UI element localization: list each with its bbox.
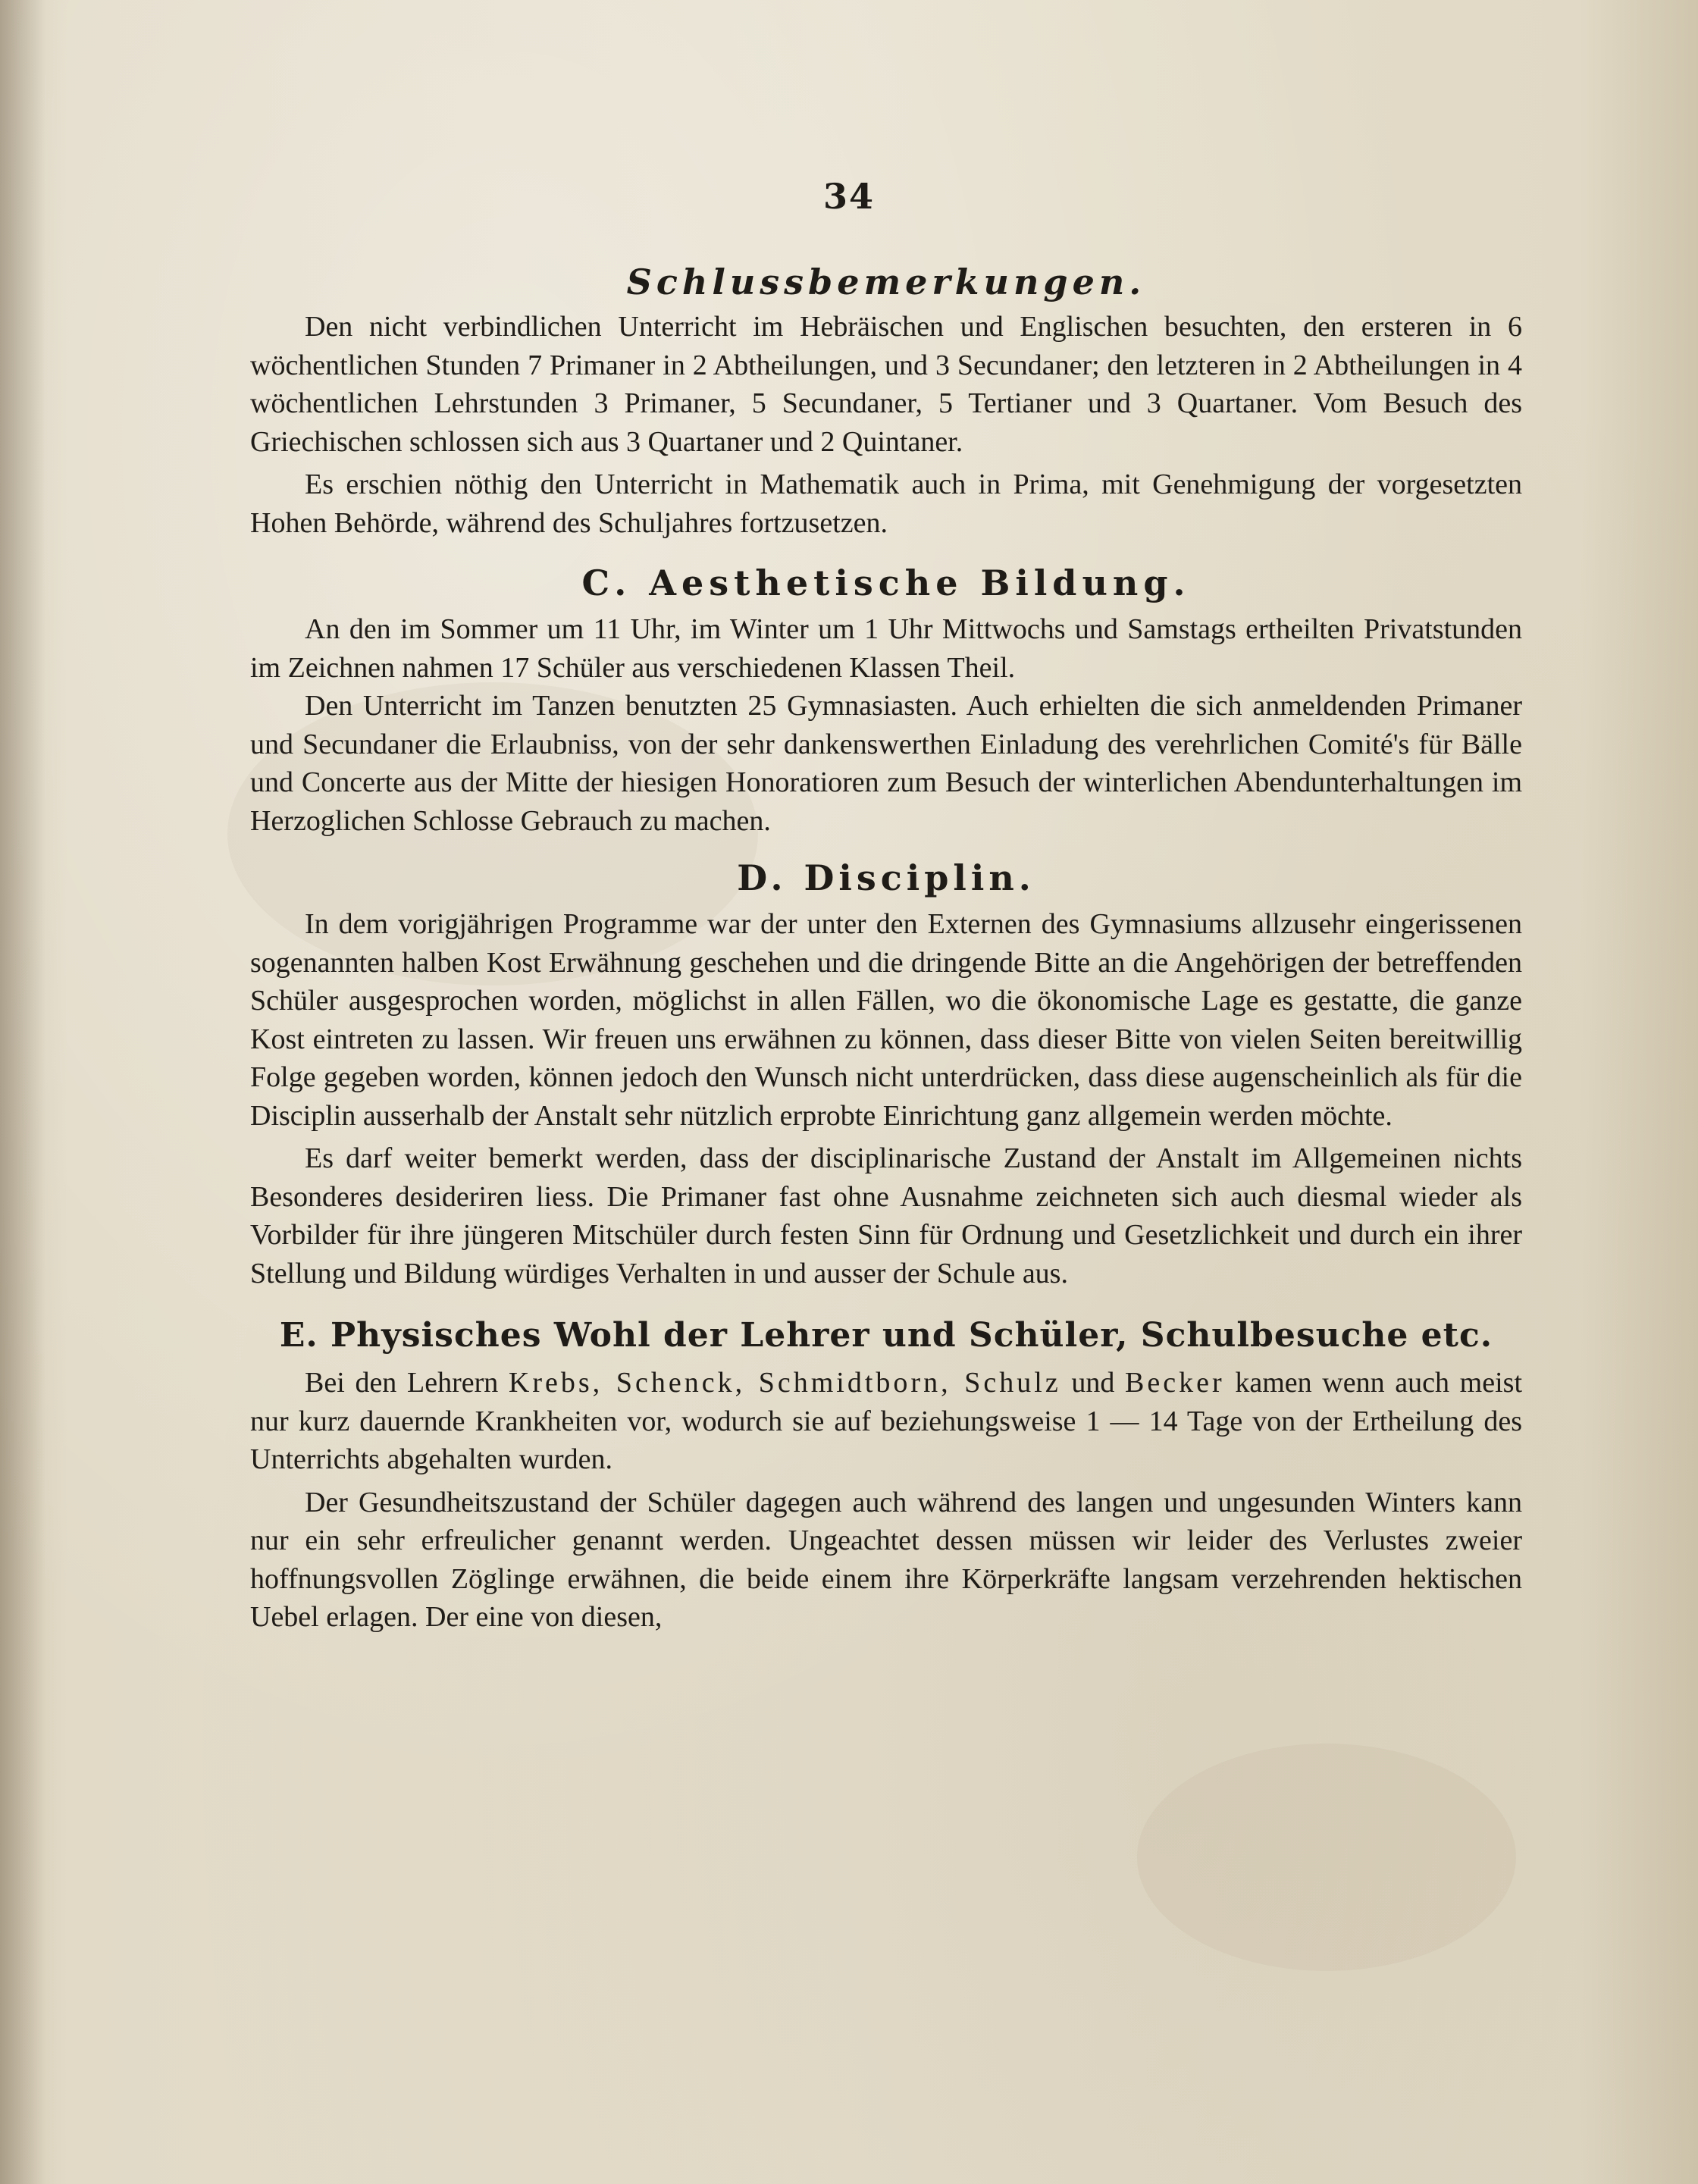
paragraph-e-1 bbox=[250, 1364, 1522, 1479]
paragraph-d-1: In dem vorigjährigen Programme war der unter den Externen des Gymnasiums allzusehr eingerissenen sogenannten halben Kost Erwähnung geschehen und die dringende Bitte an die Angehörigen der betreffenden Schüler ausgesprochen worden, möglichst in allen Fällen, wo die ökonomische Lage es gestatte, die ganze Kost eintreten zu lassen. Wir freuen uns erwähnen zu können, dass dieser Bitte von vielen Seiten bereitwillig Folge gegeben worden, können jedoch den Wunsch nicht unterdrücken, dass diese augenscheinlich als für die Disciplin ausserhalb der Anstalt sehr nützlich erprobte Einrichtung ganz allgemein werden möchte. bbox=[250, 908, 1522, 1132]
paper-stain bbox=[1137, 1744, 1516, 1971]
paragraph-schluss-2: Es erschien nöthig den Unterricht in Mathematik auch in Prima, mit Genehmigung der vorgesetzten Hohen Behörde, während des Schuljahres fortzusetzen. bbox=[250, 468, 1522, 539]
paragraph-e-2: Der Gesundheitszustand der Schüler dagegen auch während des langen und ungesunden Winters kann nur ein sehr erfreulicher genannt werden. Ungeachtet dessen müssen wir leider des Verlustes zweier hoffnungsvollen Zöglinge erwähnen, die beide einem ihre Körperkräfte langsam verzehrenden hektischen Uebel erlagen. Der eine von diesen, bbox=[250, 1486, 1522, 1633]
text-body bbox=[250, 256, 1522, 1637]
heading-schlussbemerkungen: Schlussbemerkungen. bbox=[626, 262, 1146, 302]
paragraph-c-1: An den im Sommer um 11 Uhr, im Winter um 1 Uhr Mittwochs und Samstags ertheilten Privatstunden im Zeichnen nahmen 17 Schüler aus verschiedenen Klassen Theil. bbox=[250, 613, 1522, 684]
paragraph-e-1-rest: kamen wenn auch meist nur kurz dauernde Krankheiten vor, wodurch sie auf beziehungsweise 1 — 14 Tage von der Ertheilung des Unterrichts abgehalten wurden. bbox=[250, 1367, 1523, 1475]
teacher-name-becker: Becker bbox=[1125, 1367, 1225, 1399]
paragraph-e-1-und: und bbox=[1060, 1367, 1126, 1399]
paragraph-schluss-1: Den nicht verbindlichen Unterricht im Hebräischen und Englischen besuchten, den ersteren in 6 wöchentlichen Stunden 7 Primaner in 2 Abtheilungen, und 3 Secundaner; den letzteren in 2 Abtheilungen in 4 wöchentlichen Lehrstunden 3 Primaner, 5 Secundaner, 5 Tertianer und 3 Quartaner. Vom Besuch des Griechischen schlossen sich aus 3 Quartaner und 2 Quintaner. bbox=[250, 311, 1522, 458]
heading-disciplin: D. Disciplin. bbox=[737, 857, 1035, 898]
teacher-names: Krebs, Schenck, Schmidtborn, Schulz bbox=[508, 1367, 1061, 1399]
paragraph-d-2: Es darf weiter bemerkt werden, dass der disciplinarische Zustand der Anstalt im Allgemeinen nichts Besonderes desideriren liess. Die Primaner fast ohne Ausnahme zeichneten sich auch diesmal wieder als Vorbilder für ihre jüngeren Mitschüler durch festen Sinn für Ordnung und Gesetzlichkeit und durch ein ihrer Stellung und Bildung würdiges Verhalten in und ausser der Schule aus. bbox=[250, 1142, 1522, 1289]
paragraph-e-1-start: Bei den Lehrern bbox=[305, 1367, 509, 1399]
paragraph-c-2: Den Unterricht im Tanzen benutzten 25 Gymnasiasten. Auch erhielten die sich anmeldenden Primaner und Secundaner die Erlaubniss, von der sehr dankenswerthen Einladung des verehrlichen Comité's für Bälle und Concerte aus der Mitte der hiesigen Honoratioren zum Besuch der winterlichen Abendunterhaltungen im Herzoglichen Schlosse Gebrauch zu machen. bbox=[250, 690, 1522, 837]
heading-physisches-wohl: E. Physisches Wohl der Lehrer und Schüler, Schulbesuche etc. bbox=[279, 1316, 1493, 1355]
page-number: 34 bbox=[822, 176, 875, 217]
heading-aesthetische-bildung: C. Aesthetische Bildung. bbox=[581, 562, 1191, 603]
binding-shadow bbox=[0, 0, 45, 2184]
